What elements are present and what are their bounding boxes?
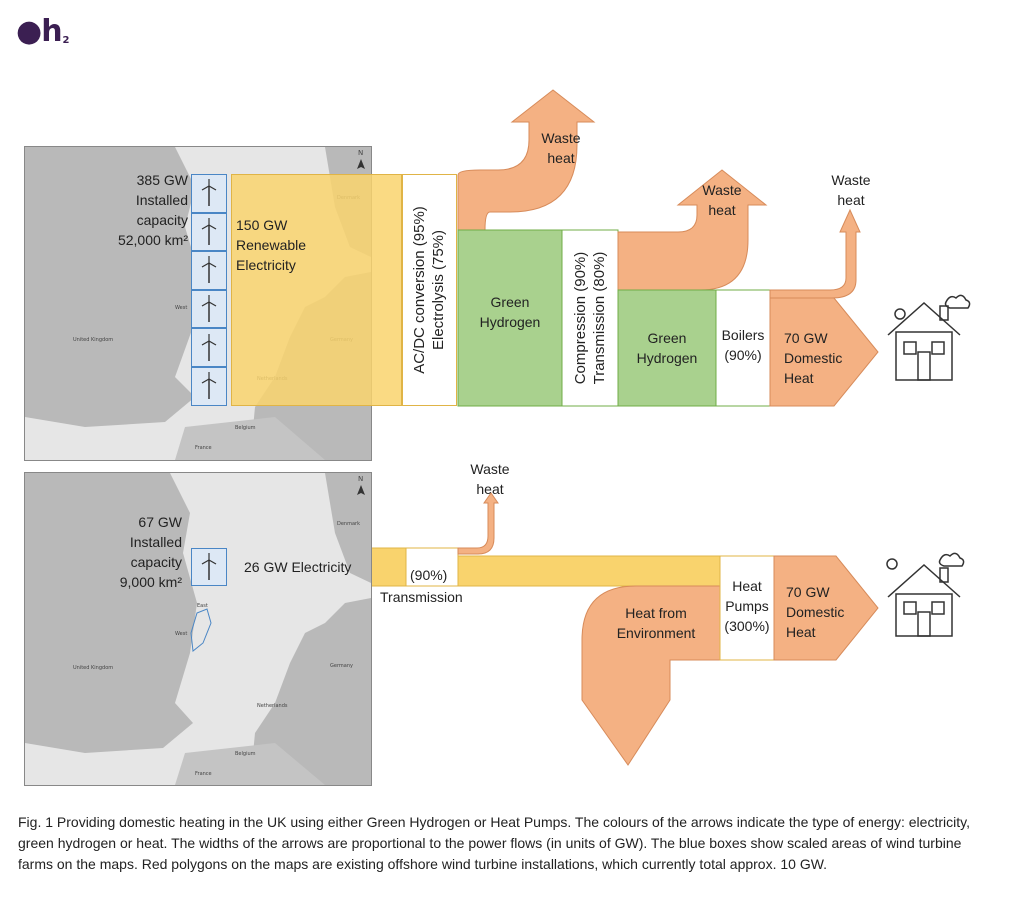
installed-top-line-4: 52,000 km² (117, 232, 188, 248)
domestic-heat-label-top (784, 328, 842, 388)
waste3-line-2: heat (837, 192, 865, 208)
bottom-waste-line-2: heat (476, 481, 504, 497)
bottom-waste-line-1: Waste (470, 461, 510, 477)
map-label-france: France (195, 445, 212, 451)
bottom-map (24, 472, 372, 786)
green1-line-2: Hydrogen (479, 314, 541, 330)
logo-subscript: 2 (62, 35, 69, 46)
waste-heat-arrow-3 (770, 210, 860, 298)
pumps-line-1: Heat (732, 578, 762, 594)
compression-line-1: Compression (90%) (572, 251, 589, 385)
transmission-label: Transmission (380, 589, 463, 605)
map-label-netherlands: Netherlands (257, 703, 288, 709)
domestic-top-line-3: Heat (784, 370, 814, 386)
pumps-line-2: Pumps (725, 598, 769, 614)
env-line-2: Environment (616, 625, 696, 641)
installed-top-line-2: Installed (135, 192, 188, 208)
renewable-line-3: Electricity (236, 257, 296, 273)
installed-top-line-3: capacity (136, 212, 188, 228)
map-label-france: France (195, 771, 212, 777)
bottom-electricity-flow (458, 556, 720, 586)
waste3-line-1: Waste (831, 172, 871, 188)
installed-bottom-line-4: 9,000 km² (119, 574, 182, 590)
map-label-east: East (197, 603, 208, 609)
wind-area-outline (25, 473, 371, 785)
green2-line-2: Hydrogen (636, 350, 698, 366)
wind-farm-boxes-bottom (191, 548, 227, 586)
boilers-line-1: Boilers (721, 327, 765, 343)
waste2-line-2: heat (708, 202, 736, 218)
bottom-electricity-label: 26 GW Electricity (244, 559, 352, 575)
installed-top-line-1: 385 GW (136, 172, 188, 188)
installed-bottom-line-1: 67 GW (138, 514, 182, 530)
boilers-line-2: (90%) (724, 347, 762, 363)
boilers-label (716, 325, 770, 365)
logo-text: h (41, 14, 62, 49)
domestic-bottom-line-1: 70 GW (786, 584, 830, 600)
waste-heat-label-1 (533, 128, 589, 168)
green1-line-1: Green (490, 294, 530, 310)
house-icon-bottom (887, 553, 964, 636)
installed-bottom-line-3: capacity (130, 554, 182, 570)
installed-bottom-line-2: Installed (129, 534, 182, 550)
waste1-line-2: heat (547, 150, 575, 166)
house-icon-top (888, 295, 970, 380)
waste2-line-1: Waste (702, 182, 742, 198)
bottom-waste-heat-arrow (458, 493, 498, 554)
map-label-uk: United Kingdom (73, 337, 114, 343)
domestic-top-line-1: 70 GW (784, 330, 828, 346)
pumps-line-3: (300%) (724, 618, 770, 634)
map-label-west: West (175, 631, 188, 637)
green2-line-1: Green (647, 330, 687, 346)
conversion-line-1: AC/DC conversion (95%) (411, 206, 428, 374)
domestic-top-line-2: Domestic (784, 350, 843, 366)
heat-pumps-label (720, 576, 774, 636)
map-label-germany: Germany (330, 663, 353, 669)
map-label-belgium: Belgium (235, 751, 256, 757)
map-label-uk: United Kingdom (73, 665, 114, 671)
conversion-line-2: Electrolysis (75%) (430, 229, 447, 351)
bottom-waste-heat-label (462, 459, 518, 499)
north-arrow-label: N (358, 149, 364, 157)
compression-line-2: Transmission (80%) (591, 251, 608, 385)
domestic-bottom-line-2: Domestic (786, 604, 845, 620)
env-line-1: Heat from (625, 605, 687, 621)
wind-turbine-icon (191, 548, 227, 586)
green-hydrogen-label-1 (458, 292, 562, 332)
transmission-percent-label: (90%) (410, 567, 448, 583)
installed-capacity-bottom (96, 512, 182, 592)
green-hydrogen-label-2 (618, 328, 716, 368)
waste-heat-label-3 (822, 170, 880, 210)
map-label-belgium: Belgium (235, 425, 256, 431)
map-label-west: West (175, 305, 188, 311)
renewable-line-1: 150 GW (236, 217, 288, 233)
logo-mark: ● (16, 14, 42, 49)
heat-from-environment-label (600, 603, 712, 643)
domestic-heat-label-bottom (786, 582, 844, 642)
map-label-denmark: Denmark (337, 521, 360, 527)
waste1-line-1: Waste (541, 130, 581, 146)
waste-heat-label-2 (694, 180, 750, 220)
figure-caption: Fig. 1 Providing domestic heating in the UK using either Green Hydrogen or Heat Pumps. The colours of the arrows indicate the type of energy: electricity, green hydrogen or heat. The widths of the arrows are proportional to the power flows (in units of GW). The blue boxes show scaled areas of wind turbine farms on the maps. Red polygons on the maps are existing offshore wind turbine installations, which currently total approx. 10 GW. (18, 814, 970, 872)
renewable-line-2: Renewable (236, 237, 307, 253)
north-arrow-label: N (358, 475, 364, 483)
compression-label (571, 229, 609, 407)
domestic-bottom-line-3: Heat (786, 624, 816, 640)
